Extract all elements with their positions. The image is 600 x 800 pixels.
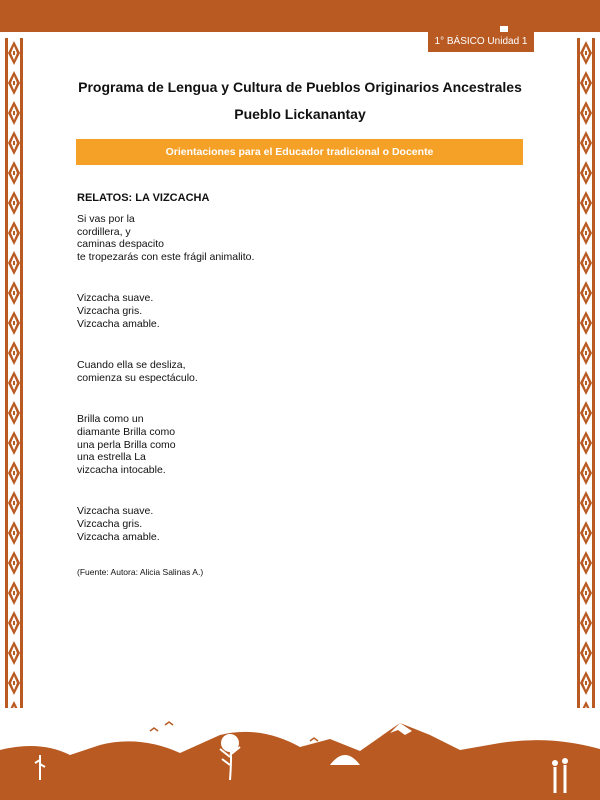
stanza-line: Vizcacha gris.: [77, 517, 143, 530]
stanza-line: te tropezarás con este frágil animalito.: [77, 250, 255, 263]
stanza: [77, 292, 517, 330]
stanza-line: Vizcacha gris.: [77, 304, 143, 317]
stanza-line: Vizcacha suave.: [77, 292, 154, 305]
left-patterned-border: [4, 38, 24, 708]
top-decorative-band: [0, 0, 600, 32]
stanza: [77, 213, 517, 263]
stanza-line: Vizcacha suave.: [77, 505, 154, 518]
stanza-line: vizcacha intocable.: [77, 463, 166, 476]
stanza-line: Cuando ella se desliza,: [77, 359, 186, 372]
stanza-line: comienza su espectáculo.: [77, 371, 198, 384]
program-title: Programa de Lengua y Cultura de Pueblos Originarios Ancestrales: [78, 79, 522, 95]
right-patterned-border: [576, 38, 596, 708]
unit-label: 1° BÁSICO Unidad 1: [428, 32, 534, 52]
story-content: [77, 192, 517, 577]
orientation-banner: [76, 139, 523, 165]
stanza-line: Vizcacha amable.: [77, 530, 160, 543]
stanza-line: Si vas por la: [77, 213, 135, 225]
stanza: [77, 413, 517, 476]
stanza-line: Brilla como un: [77, 413, 144, 426]
stanza-line: cordillera, y: [77, 225, 131, 238]
people-title: Pueblo Lickanantay: [234, 106, 366, 122]
stanza-line: diamante Brilla como: [77, 425, 176, 438]
story-heading: RELATOS: LA VIZCACHA: [77, 192, 210, 204]
stanza-line: una estrella La: [77, 451, 146, 464]
orientation-banner-text: Orientaciones para el Educador tradicional o Docente: [165, 146, 434, 158]
stanza: [77, 359, 517, 384]
bottom-landscape-illustration: [0, 705, 600, 800]
stanza: [77, 505, 517, 543]
source-citation: (Fuente: Autora: Alicia Salinas A.): [77, 567, 204, 578]
stanza-line: Vizcacha amable.: [77, 317, 160, 330]
stanza-line: una perla Brilla como: [77, 438, 176, 451]
stanza-line: caminas despacito: [77, 238, 164, 251]
